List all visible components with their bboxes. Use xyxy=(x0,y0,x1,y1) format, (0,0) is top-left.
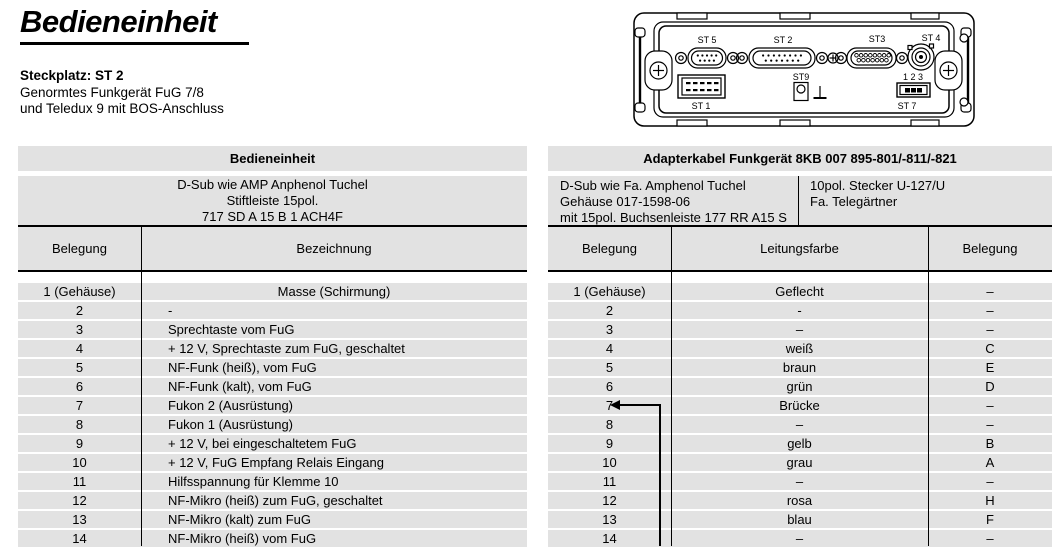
intro-line: Genormtes Funkgerät FuG 7/8 xyxy=(20,84,204,100)
table-row: 13 NF-Mikro (kalt) zum FuG xyxy=(18,511,527,528)
column-header: Leitungsfarbe xyxy=(760,241,839,256)
table-rows xyxy=(548,283,1052,547)
st3-label: ST3 xyxy=(868,34,886,44)
table-row: 3 Sprechtaste vom FuG xyxy=(18,321,527,338)
st9-label: ST9 xyxy=(792,72,810,82)
intro-line: und Teledux 9 mit BOS-Anschluss xyxy=(20,101,224,116)
table-subheader: D-Sub wie AMP Anphenol Tuchel Stiftleiste 15pol. 717 SD A 15 B 1 ACH4F xyxy=(18,176,527,225)
subheader-divider xyxy=(798,176,799,225)
table-row: 2 - – xyxy=(548,302,1052,319)
column-headers xyxy=(548,227,1052,270)
subheader-right: 10pol. Stecker U-127/U Fa. Telegärtner xyxy=(810,178,946,209)
table-row: 12 NF-Mikro (heiß) zum FuG, geschaltet xyxy=(18,492,527,509)
table-row: 4 + 12 V, Sprechtaste zum FuG, geschaltet xyxy=(18,340,527,357)
slot-label: Steckplatz: ST 2 xyxy=(20,68,124,83)
subheader-left: D-Sub wie Fa. Amphenol Tuchel Gehäuse 017-1598-06 mit 15pol. Buchsenleiste 177 RR A15 S xyxy=(560,178,787,225)
table-row: 1 (Gehäuse) Masse (Schirmung) xyxy=(18,283,527,300)
column-header: Belegung xyxy=(582,241,637,256)
column-header: Belegung xyxy=(962,241,1018,256)
table-row: 4 weiß C xyxy=(548,340,1052,357)
divider xyxy=(548,270,1052,272)
table-row: 10 grau A xyxy=(548,454,1052,471)
table-row: 5 NF-Funk (heiß), vom FuG xyxy=(18,359,527,376)
column-divider xyxy=(141,227,142,546)
table-row: 8 Fukon 1 (Ausrüstung) xyxy=(18,416,527,433)
table-row: 2 - xyxy=(18,302,527,319)
column-header: Belegung xyxy=(52,241,107,256)
table-row: 13 blau F xyxy=(548,511,1052,528)
table-row: 14 – – xyxy=(548,530,1052,547)
table-row: 6 NF-Funk (kalt), vom FuG xyxy=(18,378,527,395)
table-title: Adapterkabel Funkgerät 8KB 007 895-801/-811/-821 xyxy=(548,146,1052,171)
table-row: 14 NF-Mikro (heiß) vom FuG xyxy=(18,530,527,547)
table-row: 12 rosa H xyxy=(548,492,1052,509)
column-divider xyxy=(671,227,672,546)
table-subheader xyxy=(548,176,1052,225)
column-headers xyxy=(18,227,527,270)
table-row: 3 – – xyxy=(548,321,1052,338)
table-row: 10 + 12 V, FuG Empfang Relais Eingang xyxy=(18,454,527,471)
adapterkabel-table xyxy=(548,146,1052,546)
table-row: 1 (Gehäuse) Geflecht – xyxy=(548,283,1052,300)
table-row: 5 braun E xyxy=(548,359,1052,376)
divider xyxy=(18,270,527,272)
device-rear-panel-diagram xyxy=(630,11,978,130)
table-row: 9 + 12 V, bei eingeschaltetem FuG xyxy=(18,435,527,452)
table-row: 8 – – xyxy=(548,416,1052,433)
st7-pins-label: 1 2 3 xyxy=(902,72,924,82)
table-row: 11 Hilfsspannung für Klemme 10 xyxy=(18,473,527,490)
table-title: Bedieneinheit xyxy=(18,146,527,171)
st2-label: ST 2 xyxy=(773,35,793,45)
table-rows xyxy=(18,283,527,547)
st4-label: ST 4 xyxy=(921,33,941,43)
st1-label: ST 1 xyxy=(691,101,711,111)
st5-label: ST 5 xyxy=(697,35,717,45)
table-row: 6 grün D xyxy=(548,378,1052,395)
intro-text xyxy=(20,68,224,118)
table-row: 9 gelb B xyxy=(548,435,1052,452)
title-underline xyxy=(20,42,249,45)
table-row: 7 Fukon 2 (Ausrüstung) xyxy=(18,397,527,414)
pin7-jumper-line xyxy=(619,404,661,406)
column-header: Bezeichnung xyxy=(296,241,372,256)
bedieneinheit-pinout-table xyxy=(18,146,527,546)
page-title: Bedieneinheit xyxy=(20,4,217,39)
column-divider xyxy=(928,227,929,546)
table-row: 11 – – xyxy=(548,473,1052,490)
table-row: 7 Brücke – xyxy=(548,397,1052,414)
st7-label: ST 7 xyxy=(897,101,917,111)
pin7-jumper-line-vertical xyxy=(659,404,661,546)
